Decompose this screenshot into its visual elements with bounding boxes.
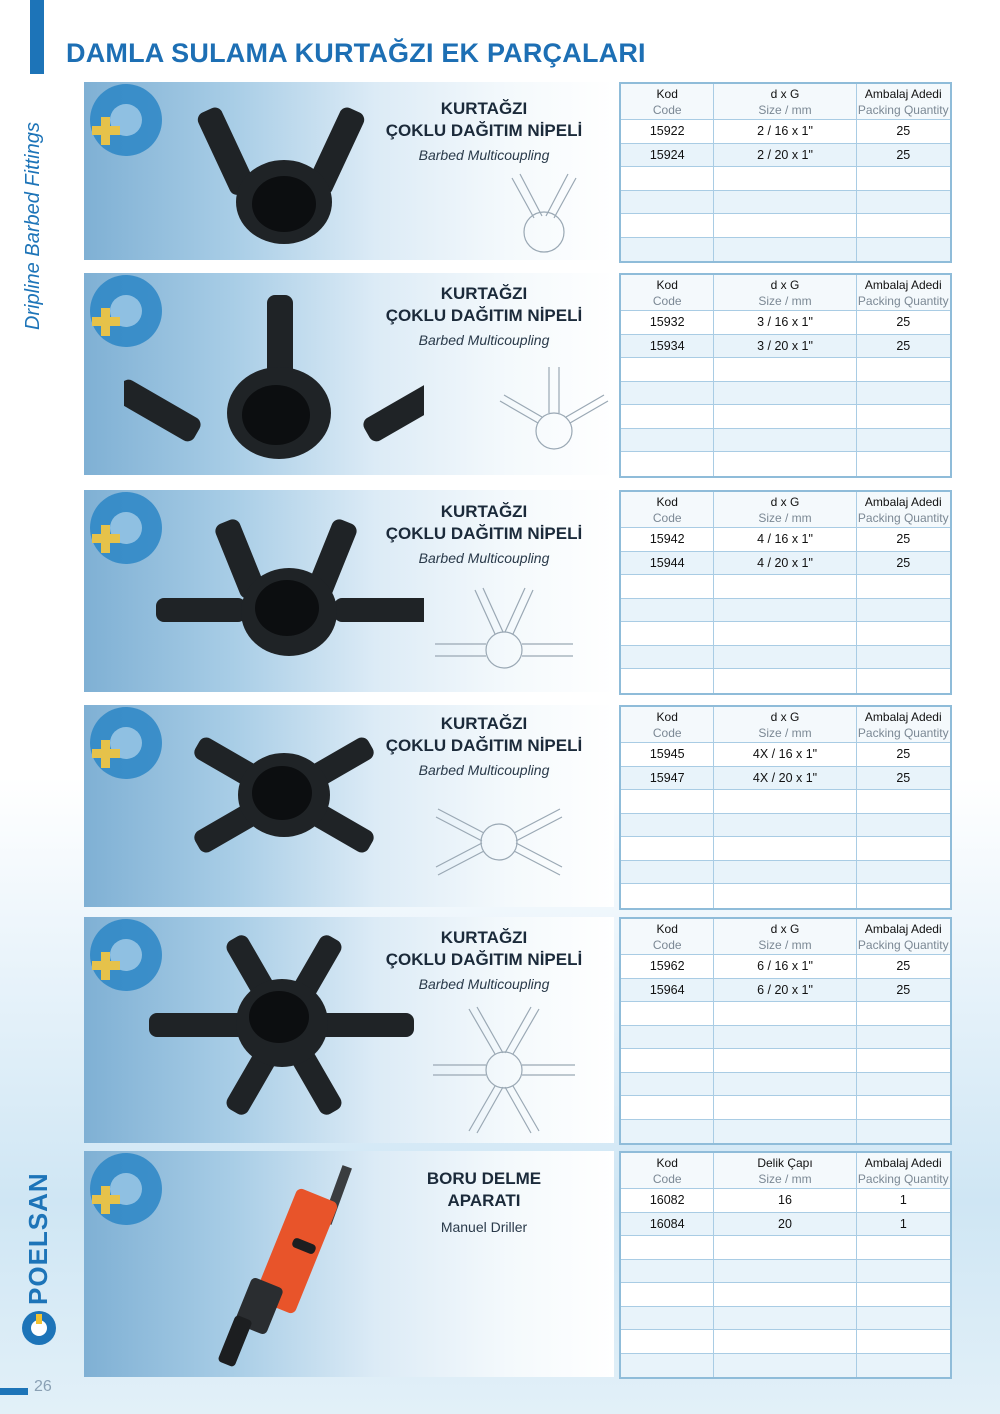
brand-logo: [14, 1160, 64, 1350]
section-title-line2: ÇOKLU DAĞITIM NİPELİ: [385, 121, 583, 140]
page-title: DAMLA SULAMA KURTAĞZI EK PARÇALARI: [66, 38, 646, 68]
technical-drawing-4way: [429, 584, 579, 674]
table-row: 15924 2 / 20 x 1" 25: [621, 144, 950, 168]
section-title-line1: KURTAĞZI: [440, 502, 528, 521]
table-row: 15964 6 / 20 x 1" 25: [621, 979, 950, 1003]
product-table-6: Kod Code Delik Çapı Size / mm Ambalaj Adedi Packing Quantity 16082 16 1 16084 20 1: [619, 1151, 952, 1379]
section-title-line1: KURTAĞZI: [440, 99, 528, 118]
section-title-line1: KURTAĞZI: [440, 284, 528, 303]
table-row: 15932 3 / 16 x 1" 25: [621, 311, 950, 335]
section-title-line2: ÇOKLU DAĞITIM NİPELİ: [385, 950, 583, 969]
technical-drawing-3way: [484, 363, 614, 453]
section-title-line2: ÇOKLU DAĞITIM NİPELİ: [385, 736, 583, 755]
product-section-3: [84, 490, 614, 692]
section-title-line1: KURTAĞZI: [440, 714, 528, 733]
product-section-4: [84, 705, 614, 907]
section-title-line2: ÇOKLU DAĞITIM NİPELİ: [385, 524, 583, 543]
page-number: 26: [34, 1378, 52, 1395]
product-table-4: Kod Code d x G Size / mm Ambalaj Adedi Packing Quantity 15945 4X / 16 x 1" 25 15947 4X / 20 x 1" 25: [619, 705, 952, 910]
table-row: 15944 4 / 20 x 1" 25: [621, 552, 950, 576]
section-title-line1: KURTAĞZI: [440, 928, 528, 947]
product-table-3: Kod Code d x G Size / mm Ambalaj Adedi Packing Quantity 15942 4 / 16 x 1" 25 15944 4 / 20 x 1" 25: [619, 490, 952, 695]
svg-text:POELSAN: POELSAN: [23, 1172, 53, 1305]
section-subtitle: Barbed Multicoupling: [418, 976, 550, 992]
product-section-2: [84, 273, 614, 475]
section-title-line2: APARATI: [447, 1191, 521, 1210]
section-subtitle: Barbed Multicoupling: [418, 332, 550, 348]
product-table-5: Kod Code d x G Size / mm Ambalaj Adedi Packing Quantity 15962 6 / 16 x 1" 25 15964 6 / 20 x 1" 25: [619, 917, 952, 1145]
section-subtitle: Barbed Multicoupling: [418, 550, 550, 566]
table-row: 15922 2 / 16 x 1" 25: [621, 120, 950, 144]
product-section-1: [84, 82, 614, 260]
technical-drawing-2way: [484, 170, 604, 260]
product-table-2: Kod Code d x G Size / mm Ambalaj Adedi Packing Quantity 15932 3 / 16 x 1" 25 15934 3 / 20 x 1" 25: [619, 273, 952, 478]
table-row: 16082 16 1: [621, 1189, 950, 1213]
top-accent-bar: [30, 0, 44, 74]
product-section-5: [84, 917, 614, 1143]
table-row: 15947 4X / 20 x 1" 25: [621, 767, 950, 791]
technical-drawing-6way: [429, 1005, 579, 1135]
product-table-1: Kod Code d x G Size / mm Ambalaj Adedi Packing Quantity 15922 2 / 16 x 1" 25 15924 2 / 20 x 1" 25: [619, 82, 952, 263]
section-title-line1: BORU DELME: [426, 1169, 542, 1188]
product-section-6: [84, 1151, 614, 1377]
section-title-line2: ÇOKLU DAĞITIM NİPELİ: [385, 306, 583, 325]
table-row: 15962 6 / 16 x 1" 25: [621, 955, 950, 979]
table-row: 15945 4X / 16 x 1" 25: [621, 743, 950, 767]
table-row: 15934 3 / 20 x 1" 25: [621, 335, 950, 359]
section-subtitle: Barbed Multicoupling: [418, 147, 550, 163]
section-subtitle: Manuel Driller: [440, 1219, 528, 1235]
side-section-label: Dripline Barbed Fittings: [22, 122, 44, 330]
table-row: 15942 4 / 16 x 1" 25: [621, 528, 950, 552]
table-row: 16084 20 1: [621, 1213, 950, 1237]
bottom-accent-bar: [0, 1388, 28, 1395]
technical-drawing-x-4way: [434, 797, 564, 887]
section-subtitle: Barbed Multicoupling: [418, 762, 550, 778]
